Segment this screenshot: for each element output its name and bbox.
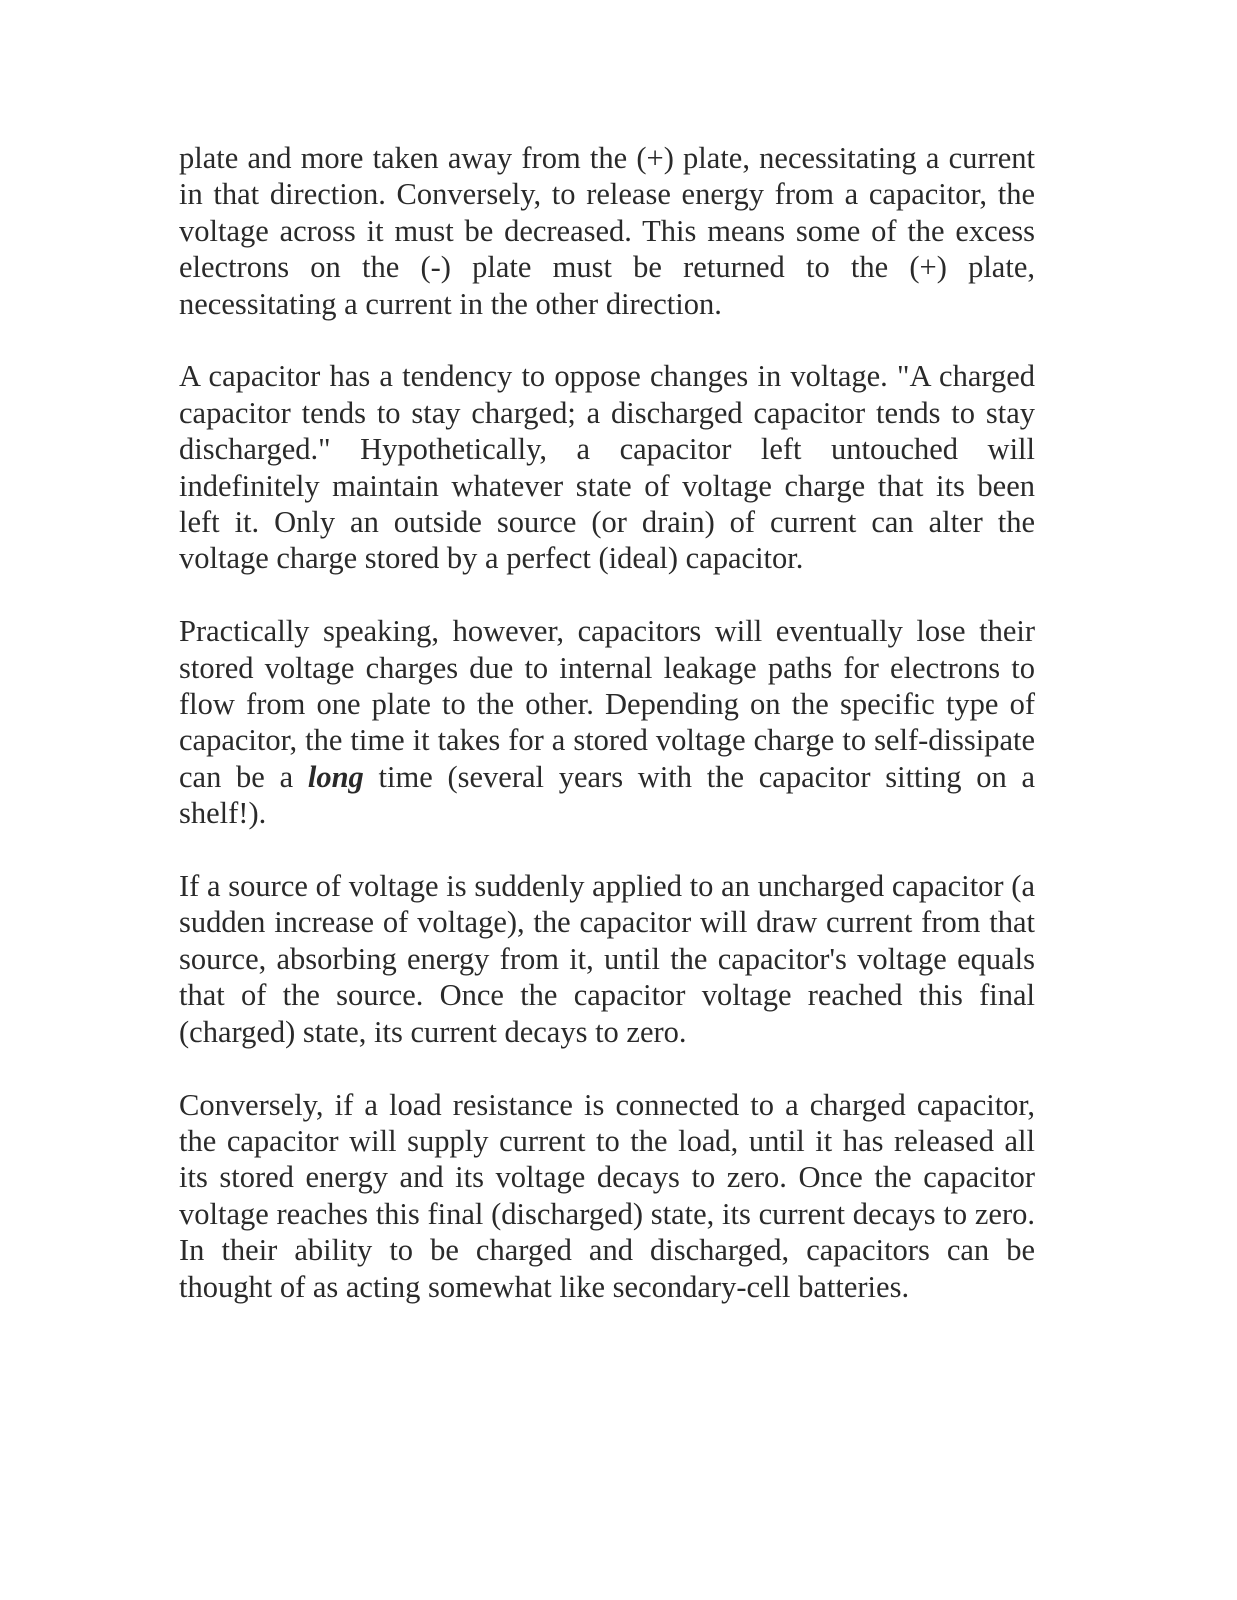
paragraph-2: A capacitor has a tendency to oppose changes in voltage. "A charged capacitor tends to stay charged; a discharged capacitor tends to stay discharged." Hypothetically, a capacitor left untouched will indefinitely maintain whatever state of voltage charge that its been left it. Only an outside source (or drain) of current can alter the voltage charge stored by a perfect (ideal) capacitor. xyxy=(179,359,1035,576)
paragraph-3-text-after: time (several years with the capacitor sitting on a shelf!). xyxy=(179,759,1036,831)
paragraph-3-text-before: Practically speaking, however, capacitors will eventually lose their stored voltage charges due to internal leakage paths for electrons to flow from one plate to the other. Depending on the specific type of capacitor, the time it takes for a stored voltage charge to self-dissipate can be a xyxy=(179,614,1035,794)
paragraph-5: Conversely, if a load resistance is connected to a charged capacitor, the capacitor will supply current to the load, until it has released all its stored energy and its voltage decays to zero. Once the capacitor voltage reaches this final (discharged) state, its current decays to zero. In their ability to be charged and discharged, capacitors can be thought of as acting somewhat like secondary-cell batteries. xyxy=(179,1087,1035,1304)
emphasized-word: long xyxy=(307,759,364,794)
body-text xyxy=(179,140,1035,1305)
paragraph-3 xyxy=(179,613,1035,831)
paragraph-1: plate and more taken away from the (+) plate, necessitating a current in that direction. Conversely, to release energy from a capacitor, the voltage across it must be decreased. This means some of the excess electrons on the (-) plate must be returned to the (+) plate, necessitating a current in the other direction. xyxy=(179,141,1035,321)
paragraph-4: If a source of voltage is suddenly applied to an uncharged capacitor (a sudden increase of voltage), the capacitor will draw current from that source, absorbing energy from it, until the capacitor's voltage equals that of the source. Once the capacitor voltage reached this final (charged) state, its current decays to zero. xyxy=(179,869,1035,1049)
